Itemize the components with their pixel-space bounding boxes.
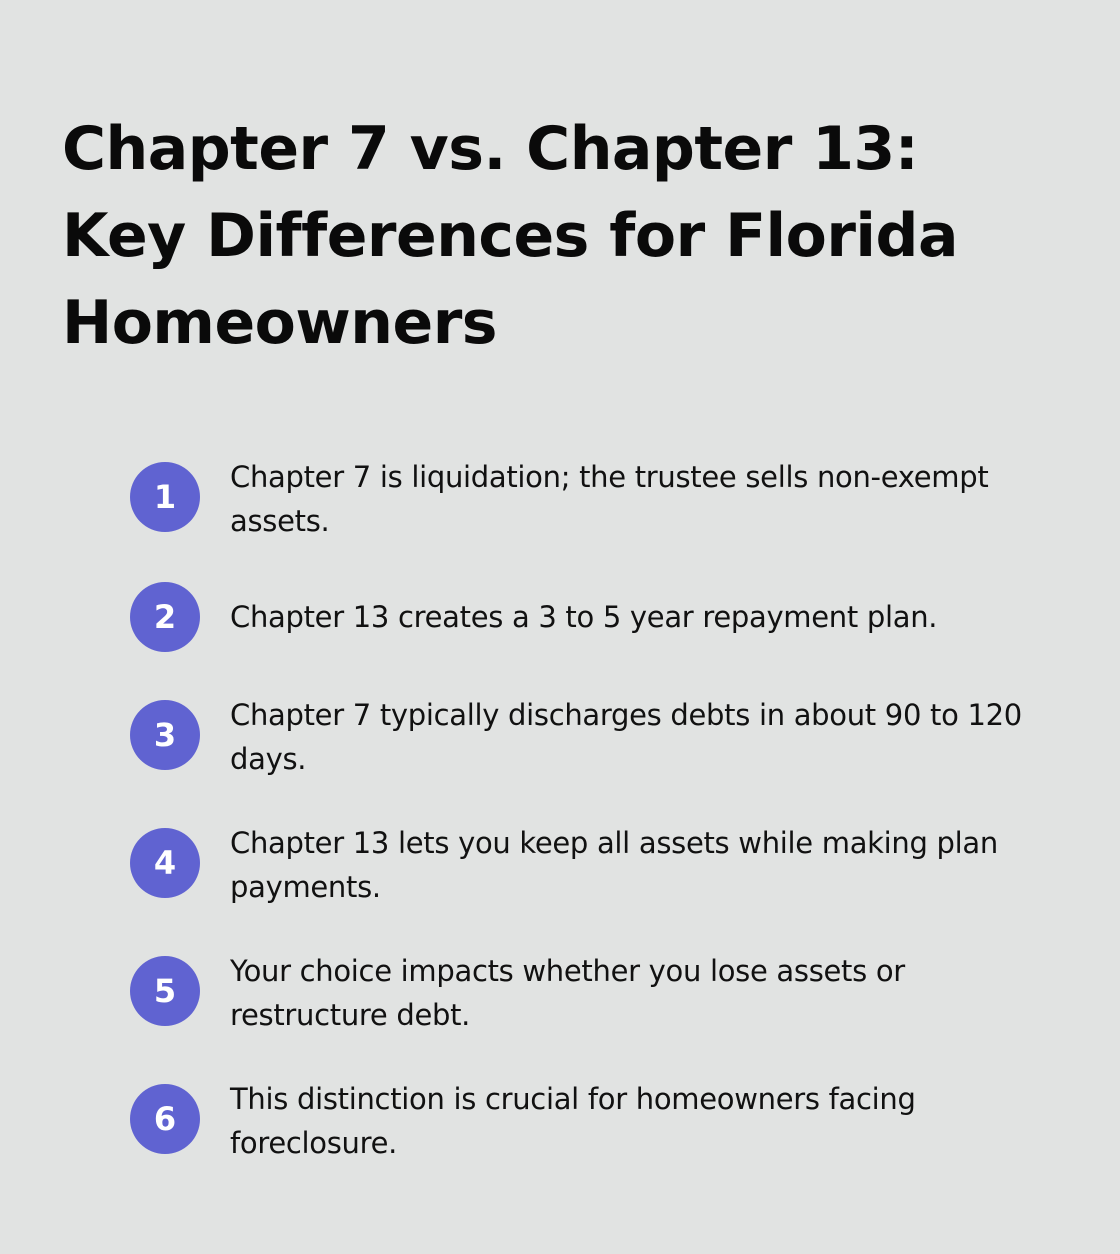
list-item-text: Chapter 13 creates a 3 to 5 year repayment plan.: [230, 600, 938, 634]
key-differences-list: [130, 0, 1060, 1254]
number-badge: 1: [130, 462, 200, 532]
number-badge: 3: [130, 700, 200, 770]
number-badge: 5: [130, 956, 200, 1026]
list-item-text: Chapter 7 typically discharges debts in about 90 to 120 days.: [230, 698, 1022, 776]
list-item-text: Chapter 13 lets you keep all assets while making plan payments.: [230, 826, 998, 904]
list-item-text: This distinction is crucial for homeowners facing foreclosure.: [230, 1082, 916, 1160]
number-badge: 6: [130, 1084, 200, 1154]
page-title: Chapter 7 vs. Chapter 13: Key Differences for Florida Homeowners: [62, 114, 958, 358]
list-item-text: Chapter 7 is liquidation; the trustee sells non-exempt assets.: [230, 460, 989, 538]
number-badge: 2: [130, 582, 200, 652]
list-item-text: Your choice impacts whether you lose assets or restructure debt.: [230, 954, 905, 1032]
number-badge: 4: [130, 828, 200, 898]
